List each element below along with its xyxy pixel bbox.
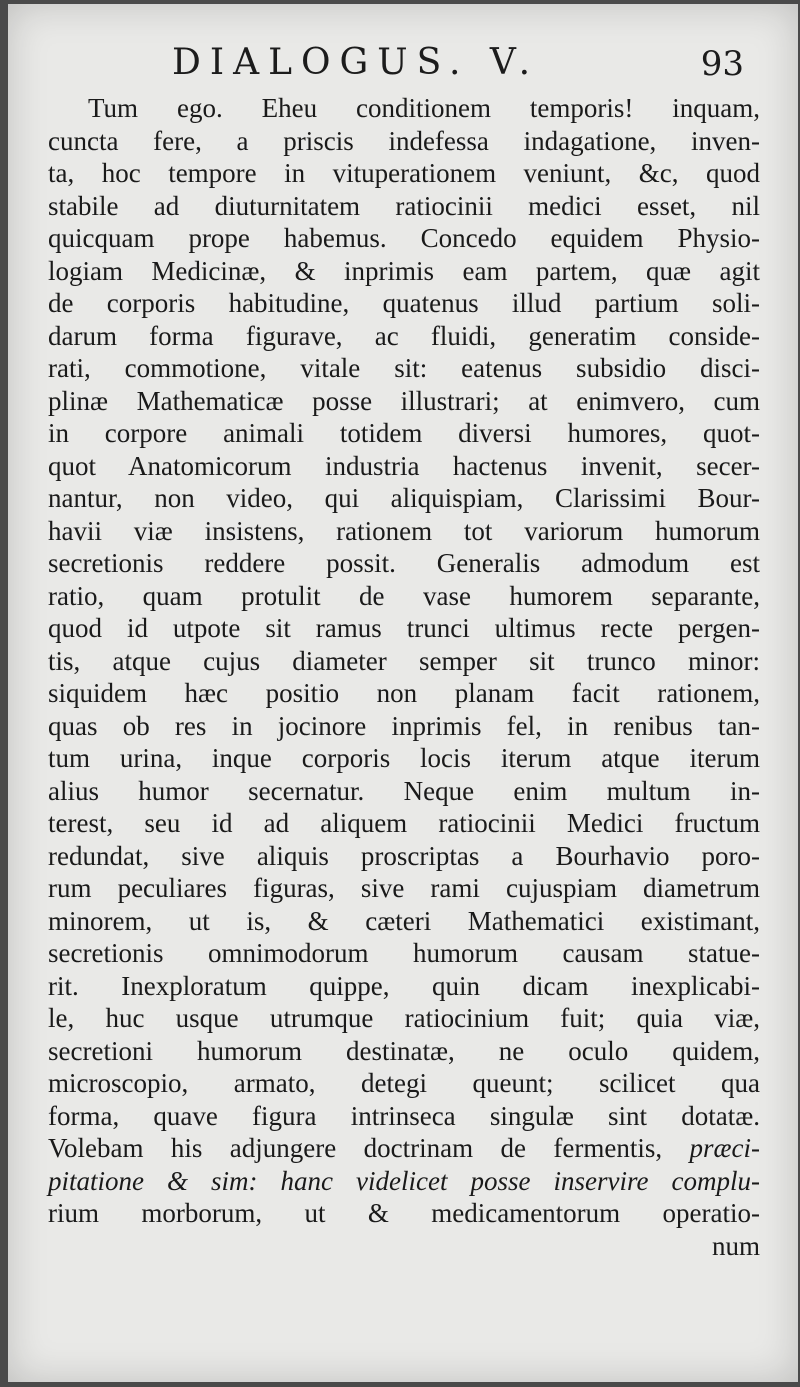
text-line: redundat, sive aliquis proscriptas a Bourhavio poro- xyxy=(48,840,760,871)
text-line: alius humor secernatur. Neque enim multum in- xyxy=(48,775,760,806)
body-text xyxy=(48,92,760,1262)
text-line xyxy=(48,1132,760,1165)
text-line: quot Anatomicorum industria hactenus invenit, secer- xyxy=(48,450,760,481)
text-line: darum forma figurave, ac fluidi, generatim conside- xyxy=(48,320,760,351)
text-line: tum urina, inque corporis locis iterum atque iterum xyxy=(48,743,760,773)
text-line: terest, seu id ad aliquem ratiocinii Medici fructum xyxy=(48,808,760,838)
running-title: DIALOGUS. V. xyxy=(172,42,540,83)
text-line: rati, commotione, vitale sit: eatenus subsidio disci- xyxy=(48,353,760,383)
text-line: stabile ad diuturnitatem ratiocinii medici esset, nil xyxy=(48,190,760,221)
text-line: de corporis habitudine, quatenus illud partium soli- xyxy=(48,288,760,318)
text-line: secretioni humorum destinatæ, ne oculo quidem, xyxy=(48,1035,760,1066)
text-line: quas ob res in jocinore inprimis fel, in renibus tan- xyxy=(48,710,760,741)
text-line: secretionis omnimodorum humorum causam statue- xyxy=(48,938,760,968)
text-line: rit. Inexploratum quippe, quin dicam inexplicabi- xyxy=(48,970,760,1001)
text-segment: Volebam his adjungere doctrinam de fermentis, xyxy=(48,1133,663,1163)
text-line: minorem, ut is, & cæteri Mathematici existimant, xyxy=(48,905,760,936)
text-line xyxy=(48,1165,760,1198)
text-line: rium morborum, ut & medicamentorum operatio- xyxy=(48,1198,760,1228)
text-line: logiam Medicinæ, & inprimis eam partem, quæ agit xyxy=(48,255,760,286)
page-header xyxy=(8,42,798,92)
italic-word: præci- xyxy=(689,1133,760,1163)
text-line: tis, atque cujus diameter semper sit trunco minor: xyxy=(48,645,760,676)
text-line: havii viæ insistens, rationem tot variorum humorum xyxy=(48,515,760,546)
text-line: cuncta fere, a priscis indefessa indagatione, inven- xyxy=(48,125,760,156)
text-line: in corpore animali totidem diversi humores, quot- xyxy=(48,418,760,448)
text-line: secretionis reddere possit. Generalis admodum est xyxy=(48,548,760,578)
text-line: Tum ego. Eheu conditionem temporis! inquam, xyxy=(88,93,760,123)
text-line: siquidem hæc positio non planam facit rationem, xyxy=(48,678,760,708)
text-line: microscopio, armato, detegi queunt; scilicet qua xyxy=(48,1068,760,1098)
page-number: 93 xyxy=(700,44,744,84)
text-line: quicquam prope habemus. Concedo equidem Physio- xyxy=(48,223,760,253)
text-line: rum peculiares figuras, sive rami cujuspiam diametrum xyxy=(48,873,760,903)
text-line: plinæ Mathematicæ posse illustrari; at enimvero, cum xyxy=(48,385,760,416)
italic-word: pitatione & sim: hanc videlicet posse inservire complu- xyxy=(48,1165,760,1196)
text-line: quod id utpote sit ramus trunci ultimus recte pergen- xyxy=(48,613,760,643)
text-line: le, huc usque utrumque ratiocinium fuit; quia viæ, xyxy=(48,1003,760,1033)
text-line: nantur, non video, qui aliquispiam, Clarissimi Bour- xyxy=(48,483,760,513)
catchword: num xyxy=(711,1230,760,1261)
text-line: forma, quave figura intrinseca singulæ sint dotatæ. xyxy=(48,1100,760,1131)
book-page xyxy=(8,4,798,1382)
text-line: ta, hoc tempore in vituperationem veniunt, &c, quod xyxy=(48,158,760,188)
text-line: ratio, quam protulit de vase humorem separante, xyxy=(48,580,760,611)
